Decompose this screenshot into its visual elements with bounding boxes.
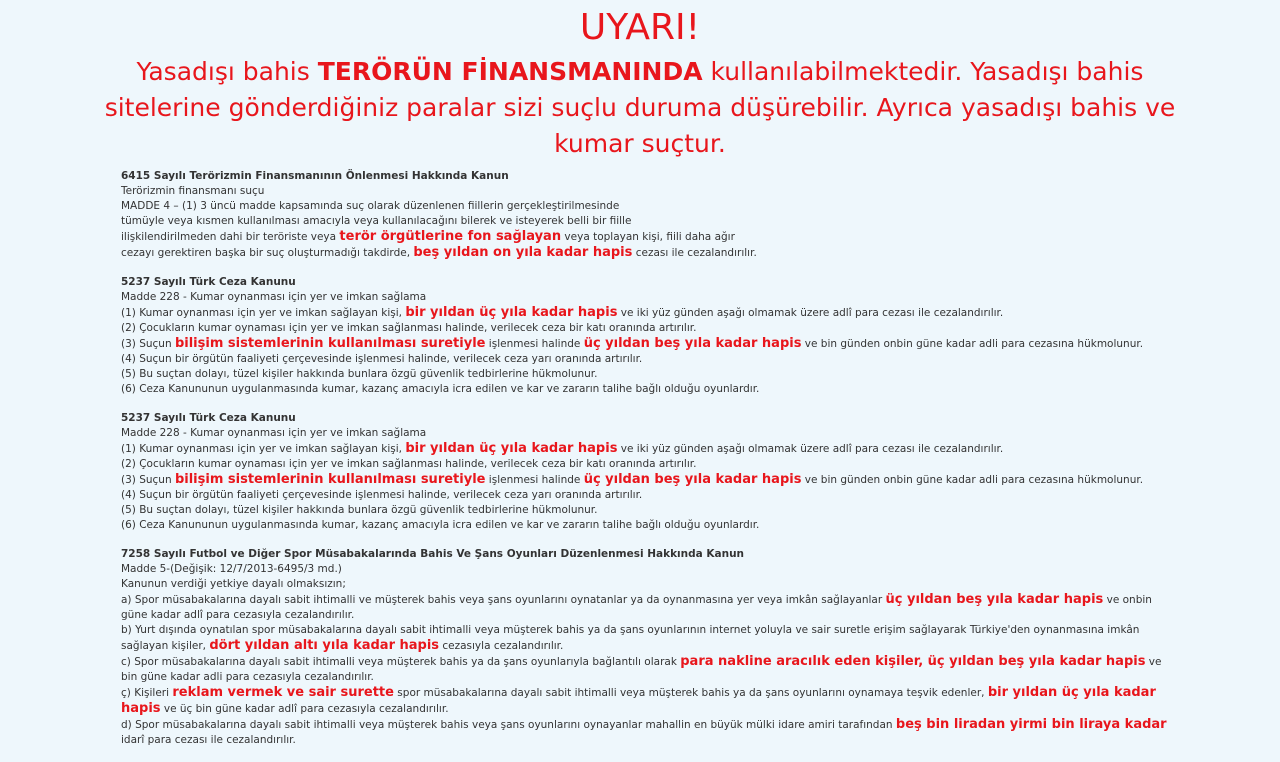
law-line: MADDE 4 – (1) 3 üncü madde kapsamında suç olarak düzenlenen fiillerin gerçekleştirilmesinde [121, 200, 620, 212]
law-5237 [121, 275, 1181, 397]
law-highlight: bir yıldan üç yıla kadar hapis [121, 685, 1156, 716]
law-text: ve üç bin güne kadar adlî para cezasıyla cezalandırılır. [160, 703, 449, 715]
law-item-d [121, 717, 1181, 748]
law-highlight: terör örgütlerine fon sağlayan [339, 229, 562, 244]
law-text: ve bin günden onbin güne kadar adli para cezasına hükmolunur. [801, 338, 1144, 350]
law-text: c) Spor müsabakalarına dayalı sabit ihtimalli veya müşterek bahis ya da şans oyunlarıyla bağlantılı olarak [121, 656, 681, 668]
law-line: (2) Çocukların kumar oynaması için yer ve imkan sağlanması halinde, verilecek ceza bir katı oranında artırılır. [121, 322, 697, 334]
law-highlight: bir yıldan üç yıla kadar hapis [405, 441, 618, 456]
law-highlight: üç yıldan beş yıla kadar hapis [583, 336, 802, 351]
warning-title: UYARI! [579, 7, 701, 48]
law-text: a) Spor müsabakalarına dayalı sabit ihtimalli ve müşterek bahis veya şans oyunlarını oynatanlar ya da oynanmasına yer veya imkân sağlayanlar [121, 594, 886, 606]
law-line: (6) Ceza Kanununun uygulanmasında kumar, kazanç amacıyla icra edilen ve kar ve zararın talihe bağlı olduğu oyunlardır. [121, 519, 760, 531]
law-text: ilişkilendirilmeden dahi bir teröriste veya [121, 231, 340, 243]
law-line [121, 245, 1181, 261]
law-highlight: bir yıldan üç yıla kadar hapis [405, 305, 618, 320]
law-6415 [121, 169, 1181, 261]
law-line [121, 472, 1181, 488]
law-line [121, 336, 1181, 352]
law-line: Kanunun verdiği yetkiye dayalı olmaksızın; [121, 578, 346, 590]
laws-section [121, 169, 1181, 762]
law-line: (5) Bu suçtan dolayı, tüzel kişiler hakkında bunlara özgü güvenlik tedbirlerine hükmolunur. [121, 368, 598, 380]
law-text: ç) Kişileri [121, 687, 173, 699]
law-7258 [121, 547, 1181, 748]
law-text: spor müsabakalarına dayalı sabit ihtimalli veya müşterek bahis ya da şans oyunlarını oynamaya teşvik edenler, [393, 687, 988, 699]
law-line [121, 229, 1181, 245]
law-highlight: bilişim sistemlerinin kullanılması suretiyle [174, 336, 486, 351]
law-line: (2) Çocukların kumar oynaması için yer ve imkan sağlanması halinde, verilecek ceza bir katı oranında artırılır. [121, 458, 697, 470]
law-title: 7258 Sayılı Futbol ve Diğer Spor Müsabakalarında Bahis Ve Şans Oyunları Düzenlenmesi Hakkında Kanun [121, 548, 745, 560]
law-line: Terörizmin finansmanı suçu [121, 185, 265, 197]
law-line: Madde 228 - Kumar oynanması için yer ve imkan sağlama [121, 427, 427, 439]
law-title: 5237 Sayılı Türk Ceza Kanunu [121, 412, 296, 424]
law-line: Madde 228 - Kumar oynanması için yer ve imkan sağlama [121, 291, 427, 303]
law-highlight: beş yıldan on yıla kadar hapis [413, 245, 633, 260]
warning-text-part: Yasadışı bahis [136, 57, 318, 86]
law-text: (1) Kumar oynanması için yer ve imkan sağlayan kişi, [121, 443, 406, 455]
law-line: (4) Suçun bir örgütün faaliyeti çerçevesinde işlenmesi halinde, verilecek ceza yarı oranında artırılır. [121, 353, 643, 365]
law-line: Madde 5-(Değişik: 12/7/2013-6495/3 md.) [121, 563, 342, 575]
law-text: (3) Suçun [121, 474, 175, 486]
law-text: veya toplayan kişi, fiili daha ağır [561, 231, 735, 243]
law-highlight: para nakline aracılık eden kişiler, üç yıldan beş yıla kadar hapis [680, 654, 1146, 669]
law-text: d) Spor müsabakalarına dayalı sabit ihtimalli veya müşterek bahis veya şans oyunlarını oynayanlar mahallin en büyük mülki idare amiri tarafından [121, 719, 896, 731]
law-highlight: bilişim sistemlerinin kullanılması suretiyle [174, 472, 486, 487]
law-text: b) Yurt dışında oynatılan spor müsabakalarına dayalı sabit ihtimalli veya müşterek bahis ya da şans oyunlarının internet yoluyla ve sair suretle erişim sağlayarak Türkiye'den oynanmasına imkân sağlayan kişiler, [121, 624, 1140, 652]
law-text: idarî para cezası ile cezalandırılır. [121, 734, 296, 746]
warning-text-bold: TERÖRÜN FİNANSMANINDA [317, 57, 703, 86]
law-text: cezası ile cezalandırılır. [632, 247, 757, 259]
law-line: (6) Ceza Kanununun uygulanmasında kumar, kazanç amacıyla icra edilen ve kar ve zararın talihe bağlı olduğu oyunlardır. [121, 383, 760, 395]
law-highlight: üç yıldan beş yıla kadar hapis [885, 592, 1104, 607]
law-line: tümüyle veya kısmen kullanılması amacıyla veya kullanılacağını bilerek ve isteyerek belli bir fiille [121, 215, 632, 227]
law-item-c-cedilla [121, 685, 1181, 717]
law-highlight: üç yıldan beş yıla kadar hapis [583, 472, 802, 487]
law-text: ve bin günden onbin güne kadar adli para cezasına hükmolunur. [801, 474, 1144, 486]
law-text: ve iki yüz günden aşağı olmamak üzere adlî para cezası ile cezalandırılır. [617, 307, 1004, 319]
law-text: cezayı gerektiren başka bir suç oluşturmadığı takdirde, [121, 247, 414, 259]
law-text: ve bin güne kadar adli para cezasıyla cezalandırılır. [121, 656, 1162, 683]
law-item-a [121, 592, 1181, 623]
warning-text-part: kullanılabilmektedir. Yasadışı bahis sitelerine gönderdiğiniz paralar sizi suçlu duruma düşürebilir. Ayrıca yasadışı bahis ve kumar suçtur. [104, 57, 1176, 158]
law-text: işlenmesi halinde [485, 474, 584, 486]
law-line [121, 441, 1181, 457]
law-line: (5) Bu suçtan dolayı, tüzel kişiler hakkında bunlara özgü güvenlik tedbirlerine hükmolunur. [121, 504, 598, 516]
law-title: 6415 Sayılı Terörizmin Finansmanının Önlenmesi Hakkında Kanun [121, 170, 509, 182]
law-highlight: beş bin liradan yirmi bin liraya kadar [895, 717, 1167, 732]
law-highlight: dört yıldan altı yıla kadar hapis [209, 638, 440, 653]
law-text: ve onbin güne kadar adlî para cezasıyla cezalandırılır. [121, 594, 1152, 621]
warning-text [100, 54, 1180, 162]
law-5237-repeat [121, 411, 1181, 533]
law-item-b [121, 623, 1181, 654]
law-text: ve iki yüz günden aşağı olmamak üzere adlî para cezası ile cezalandırılır. [617, 443, 1004, 455]
law-text: (1) Kumar oynanması için yer ve imkan sağlayan kişi, [121, 307, 406, 319]
law-title: 5237 Sayılı Türk Ceza Kanunu [121, 276, 296, 288]
law-line [121, 305, 1181, 321]
law-highlight: reklam vermek ve sair surette [172, 685, 394, 700]
law-line: (4) Suçun bir örgütün faaliyeti çerçevesinde işlenmesi halinde, verilecek ceza yarı oranında artırılır. [121, 489, 643, 501]
law-text: cezasıyla cezalandırılır. [439, 640, 564, 652]
law-text: (3) Suçun [121, 338, 175, 350]
law-item-c [121, 654, 1181, 685]
law-text: işlenmesi halinde [485, 338, 584, 350]
